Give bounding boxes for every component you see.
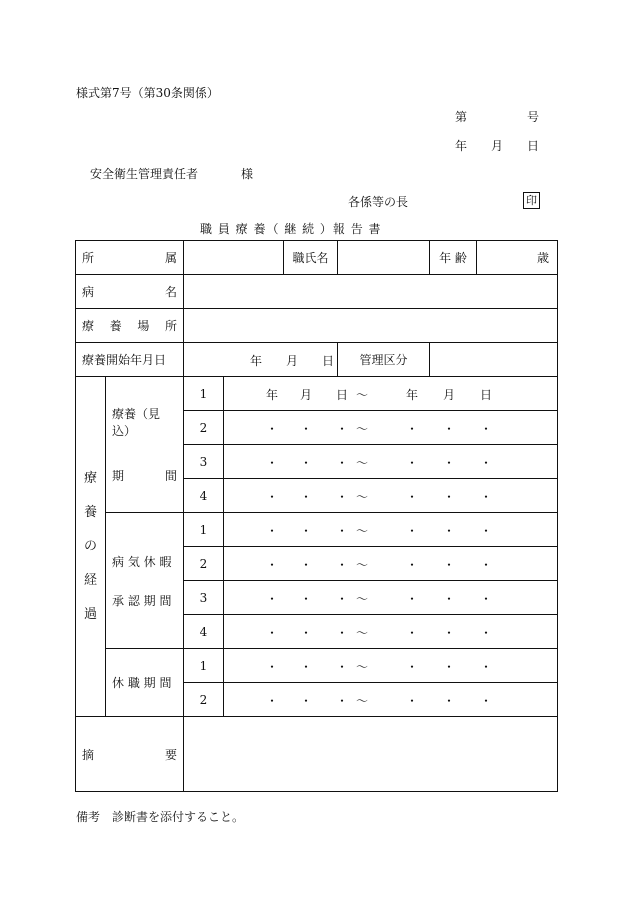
mgmt-field[interactable] [430,343,558,377]
table-row [76,649,558,683]
row-number: 1 [184,377,224,411]
summary-field[interactable] [184,717,558,792]
table-row [76,343,558,377]
recipient-title: 安全衛生管理責任者 [90,167,199,181]
row-number: 4 [184,479,224,513]
age-field[interactable]: 歳 [477,241,558,275]
row-number: 3 [184,445,224,479]
sender-title: 各係等の長 [348,195,409,209]
period-field[interactable]: ・ ・ ・ 〜 ・ ・ ・ [224,445,558,479]
form-number: 様式第7号（第30条関係） [76,86,219,100]
row-number: 2 [184,547,224,581]
date-year: 年 [455,139,468,153]
document-title: 職 員 療 養（ 継 続 ）報 告 書 [200,222,382,236]
table-row [76,241,558,275]
summary-label: 摘 要 [76,717,184,792]
period-field[interactable]: ・ ・ ・ 〜 ・ ・ ・ [224,683,558,717]
remarks: 備考 診断書を添付すること。 [76,810,245,824]
progress-label: 療 養 の 経 過 [76,377,106,717]
period-field[interactable]: ・ ・ ・ 〜 ・ ・ ・ [224,479,558,513]
doc-number-go: 号 [527,110,540,124]
period-field[interactable]: ・ ・ ・ 〜 ・ ・ ・ [224,411,558,445]
affiliation-field[interactable] [184,241,284,275]
disease-label: 病 名 [76,275,184,309]
table-row [76,717,558,792]
row-number: 1 [184,649,224,683]
disease-field[interactable] [184,275,558,309]
mgmt-label: 管理区分 [338,343,430,377]
start-date-field[interactable]: 年 月 日 [184,343,338,377]
row-number: 1 [184,513,224,547]
group-suspension-label: 休 職 期 間 [106,649,184,717]
period-field[interactable]: ・ ・ ・ 〜 ・ ・ ・ [224,547,558,581]
row-number: 3 [184,581,224,615]
period-field[interactable]: 年 月 日 〜 年 月 日 [224,377,558,411]
period-field[interactable]: ・ ・ ・ 〜 ・ ・ ・ [224,649,558,683]
place-label: 療 養 場 所 [76,309,184,343]
period-field[interactable]: ・ ・ ・ 〜 ・ ・ ・ [224,581,558,615]
table-row [76,377,558,411]
affiliation-label: 所 属 [76,241,184,275]
age-label: 年 齢 [430,241,477,275]
place-field[interactable] [184,309,558,343]
doc-number-dai: 第 [455,110,468,124]
period-field[interactable]: ・ ・ ・ 〜 ・ ・ ・ [224,513,558,547]
report-table [75,240,558,792]
employee-name-label: 職氏名 [284,241,338,275]
table-row [76,275,558,309]
start-date-label: 療養開始年月日 [76,343,184,377]
date-month: 月 [491,139,504,153]
date-day: 日 [527,139,540,153]
row-number: 2 [184,411,224,445]
period-field[interactable]: ・ ・ ・ 〜 ・ ・ ・ [224,615,558,649]
recipient-honorific: 様 [241,167,254,181]
employee-name-field[interactable] [338,241,430,275]
table-row [76,513,558,547]
row-number: 4 [184,615,224,649]
group-treatment-label: 療養（見込） 期 間 [106,377,184,513]
group-sick-leave-label: 病 気 休 暇 承 認 期 間 [106,513,184,649]
row-number: 2 [184,683,224,717]
table-row [76,309,558,343]
seal-stamp: 印 [523,192,540,209]
